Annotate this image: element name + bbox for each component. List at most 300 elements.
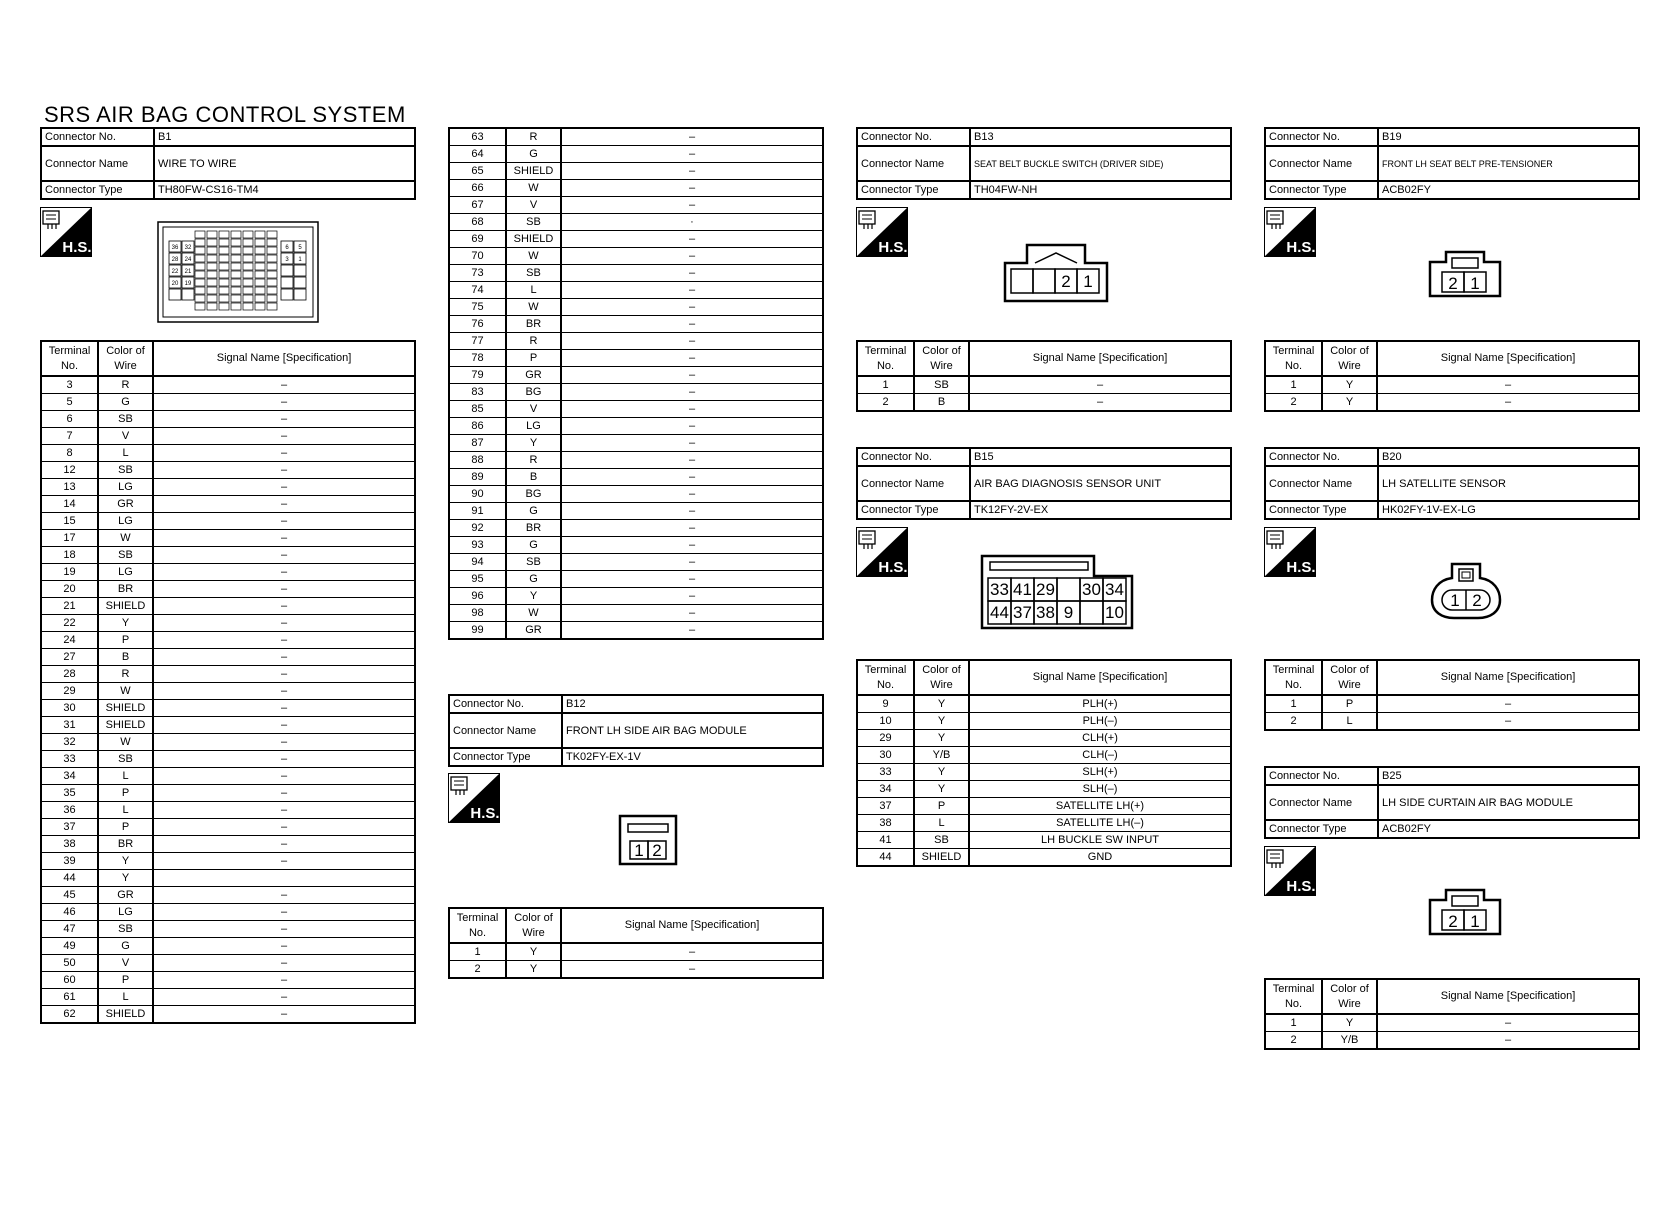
wire-color: Y: [506, 943, 561, 961]
table-row: [449, 943, 823, 961]
signal-name-header: Signal Name [Specification]: [969, 341, 1231, 376]
wire-color: R: [506, 333, 561, 350]
wire-color: Y: [506, 588, 561, 605]
wire-color: P: [98, 785, 153, 802]
signal-name: SATELLITE LH(–): [969, 815, 1231, 832]
signal-name-header: Signal Name [Specification]: [1377, 660, 1639, 695]
table-row: [449, 231, 823, 248]
wire-color: Y: [914, 713, 969, 730]
signal-name: –: [561, 231, 823, 248]
terminal-no: 1: [449, 943, 506, 961]
signal-name: –: [1377, 713, 1639, 731]
wire-color: BR: [506, 520, 561, 537]
terminal-no: 24: [41, 632, 98, 649]
signal-name: –: [153, 734, 415, 751]
table-row: [41, 717, 415, 734]
terminal-no: 31: [41, 717, 98, 734]
signal-name: –: [561, 435, 823, 452]
table-row: [1265, 394, 1639, 412]
terminal-no: 76: [449, 316, 506, 333]
b20-terminal-table: [1264, 659, 1640, 731]
terminal-no: 1: [857, 376, 914, 394]
signal-name: –: [561, 299, 823, 316]
b13-connector-no: B13: [970, 128, 1231, 146]
wire-color: G: [506, 537, 561, 554]
terminal-no: 67: [449, 197, 506, 214]
terminal-no: 83: [449, 384, 506, 401]
terminal-no: 63: [449, 128, 506, 146]
label-connector-no: Connector No.: [857, 128, 970, 146]
signal-name: –: [153, 649, 415, 666]
table-row: [449, 350, 823, 367]
signal-name: –: [153, 904, 415, 921]
signal-name: –: [153, 615, 415, 632]
terminal-no: 14: [41, 496, 98, 513]
b15-pin: 10: [1105, 603, 1124, 622]
b15-connector-type: TK12FY-2V-EX: [970, 501, 1231, 519]
terminal-no: 15: [41, 513, 98, 530]
wire-color: BR: [98, 836, 153, 853]
wire-color: SB: [98, 547, 153, 564]
table-row: [449, 248, 823, 265]
terminal-no: 44: [41, 870, 98, 887]
signal-name: CLH(+): [969, 730, 1231, 747]
terminal-no: 87: [449, 435, 506, 452]
terminal-no: 95: [449, 571, 506, 588]
terminal-no: 37: [857, 798, 914, 815]
wire-color: BR: [506, 316, 561, 333]
b12-connector-type: TK02FY-EX-1V: [562, 748, 823, 766]
table-row: [857, 815, 1231, 832]
terminal-no: 94: [449, 554, 506, 571]
table-row: [449, 128, 823, 146]
wire-color: Y/B: [914, 747, 969, 764]
b15-terminal-table: [856, 659, 1232, 867]
table-row: [41, 938, 415, 955]
wire-color-header: Color of Wire: [1322, 660, 1377, 695]
table-row: [857, 695, 1231, 713]
table-row: [41, 870, 415, 887]
table-row: [41, 955, 415, 972]
signal-name-header: Signal Name [Specification]: [561, 908, 823, 943]
signal-name: –: [153, 428, 415, 445]
table-row: [449, 571, 823, 588]
signal-name: –: [561, 469, 823, 486]
signal-name: –: [561, 146, 823, 163]
table-row: [857, 376, 1231, 394]
table-row: [1265, 695, 1639, 713]
label-connector-no: Connector No.: [41, 128, 154, 146]
table-row: [449, 418, 823, 435]
b25-connector-name: LH SIDE CURTAIN AIR BAG MODULE: [1378, 785, 1639, 820]
b12-connector-diagram: [618, 814, 680, 868]
signal-name: –: [153, 1006, 415, 1024]
b1-pin-label: 36: [171, 245, 179, 251]
signal-name: –: [1377, 376, 1639, 394]
b19-connector-no: B19: [1378, 128, 1639, 146]
signal-name: –: [153, 513, 415, 530]
wire-color: Y: [1322, 1014, 1377, 1032]
wire-color: L: [98, 768, 153, 785]
wire-color: W: [98, 734, 153, 751]
signal-name: SLH(–): [969, 781, 1231, 798]
label-connector-no: Connector No.: [449, 695, 562, 713]
table-row: [41, 666, 415, 683]
signal-name: –: [153, 921, 415, 938]
b20-connector-no: B20: [1378, 448, 1639, 466]
signal-name: –: [153, 564, 415, 581]
wire-color: Y/B: [1322, 1032, 1377, 1050]
table-row: [41, 547, 415, 564]
terminal-no: 38: [857, 815, 914, 832]
terminal-no: 96: [449, 588, 506, 605]
signal-name: –: [969, 376, 1231, 394]
signal-name: –: [561, 384, 823, 401]
wire-color: W: [506, 299, 561, 316]
signal-name-header: Signal Name [Specification]: [1377, 341, 1639, 376]
terminal-no: 78: [449, 350, 506, 367]
wire-color: P: [914, 798, 969, 815]
terminal-no: 93: [449, 537, 506, 554]
signal-name: –: [153, 938, 415, 955]
table-row: [41, 853, 415, 870]
wire-color: G: [98, 938, 153, 955]
table-row: [41, 581, 415, 598]
terminal-no: 91: [449, 503, 506, 520]
table-row: [41, 598, 415, 615]
signal-name: –: [153, 700, 415, 717]
b15-pin: 34: [1105, 580, 1124, 599]
wire-color-header: Color of Wire: [914, 660, 969, 695]
signal-name: [153, 870, 415, 887]
label-connector-type: Connector Type: [41, 181, 154, 199]
b15-connector-no: B15: [970, 448, 1231, 466]
table-row: [449, 401, 823, 418]
signal-name: –: [153, 581, 415, 598]
table-row: [41, 1006, 415, 1024]
signal-name: –: [153, 479, 415, 496]
terminal-no: 9: [857, 695, 914, 713]
terminal-no: 89: [449, 469, 506, 486]
b13-connector-diagram: [1003, 243, 1113, 303]
connector-b1-info: [40, 127, 416, 200]
b12-pin-1: 1: [634, 841, 644, 860]
table-row: [41, 649, 415, 666]
table-row: [41, 479, 415, 496]
wire-color: G: [506, 503, 561, 520]
wire-color: LG: [98, 564, 153, 581]
b25-pin-2: 2: [1448, 912, 1458, 931]
hs-label: H.S.: [1286, 239, 1316, 256]
signal-name: LH BUCKLE SW INPUT: [969, 832, 1231, 849]
b15-pin: 41: [1013, 580, 1032, 599]
wire-color: V: [98, 955, 153, 972]
signal-name: –: [1377, 1032, 1639, 1050]
label-connector-no: Connector No.: [1265, 128, 1378, 146]
b12-pin-2: 2: [652, 841, 662, 860]
table-row: [41, 836, 415, 853]
signal-name: –: [561, 282, 823, 299]
wire-color: V: [98, 428, 153, 445]
label-connector-name: Connector Name: [449, 713, 562, 748]
table-row: [857, 713, 1231, 730]
table-row: [449, 486, 823, 503]
terminal-no: 30: [857, 747, 914, 764]
wire-color: GR: [506, 367, 561, 384]
terminal-no: 17: [41, 530, 98, 547]
terminal-no: 1: [1265, 1014, 1322, 1032]
signal-name: –: [561, 486, 823, 503]
wire-color-header: Color of Wire: [98, 341, 153, 376]
terminal-no: 79: [449, 367, 506, 384]
b15-pin: 30: [1082, 580, 1101, 599]
wire-color: L: [98, 445, 153, 462]
signal-name: –: [561, 537, 823, 554]
table-row: [449, 197, 823, 214]
wire-color: P: [1322, 695, 1377, 713]
b1-pin-label: 6: [285, 245, 289, 251]
wire-color: LG: [98, 479, 153, 496]
wire-color: L: [914, 815, 969, 832]
signal-name: –: [1377, 394, 1639, 412]
wire-color: R: [98, 376, 153, 394]
table-row: [41, 904, 415, 921]
terminal-no-header: Terminal No.: [1265, 341, 1322, 376]
signal-name: –: [153, 972, 415, 989]
terminal-no: 34: [41, 768, 98, 785]
terminal-no: 45: [41, 887, 98, 904]
b13-pin-1: 1: [1083, 272, 1093, 291]
terminal-no-header: Terminal No.: [857, 341, 914, 376]
table-row: [449, 520, 823, 537]
wire-color: SHIELD: [98, 1006, 153, 1024]
terminal-no: 90: [449, 486, 506, 503]
label-connector-no: Connector No.: [1265, 448, 1378, 466]
wire-color: SB: [914, 376, 969, 394]
signal-name: –: [561, 180, 823, 197]
connector-b15-info: [856, 447, 1232, 520]
table-row: [41, 445, 415, 462]
signal-name: –: [561, 265, 823, 282]
terminal-no: 33: [857, 764, 914, 781]
table-row: [41, 734, 415, 751]
b15-connector-name: AIR BAG DIAGNOSIS SENSOR UNIT: [970, 466, 1231, 501]
table-row: [449, 452, 823, 469]
label-connector-name: Connector Name: [1265, 466, 1378, 501]
wire-color: SB: [98, 411, 153, 428]
table-row: [41, 819, 415, 836]
table-row: [41, 530, 415, 547]
terminal-no: 2: [449, 961, 506, 979]
terminal-no-header: Terminal No.: [41, 341, 98, 376]
wire-color: GR: [506, 622, 561, 640]
terminal-no: 88: [449, 452, 506, 469]
connector-b25-info: [1264, 766, 1640, 839]
terminal-no: 2: [1265, 1032, 1322, 1050]
terminal-no: 27: [41, 649, 98, 666]
wire-color: Y: [1322, 394, 1377, 412]
signal-name: –: [153, 955, 415, 972]
terminal-no: 33: [41, 751, 98, 768]
signal-name: –: [153, 666, 415, 683]
table-row: [449, 265, 823, 282]
table-row: [41, 972, 415, 989]
wire-color: SB: [506, 265, 561, 282]
table-row: [41, 394, 415, 411]
table-row: [857, 832, 1231, 849]
table-row: [41, 428, 415, 445]
b1-pin-label: 22: [171, 269, 179, 275]
b1-pin-label: 20: [171, 281, 179, 287]
table-row: [41, 802, 415, 819]
signal-name: –: [561, 248, 823, 265]
signal-name: –: [153, 598, 415, 615]
b25-connector-diagram: [1428, 888, 1504, 936]
table-row: [1265, 376, 1639, 394]
table-row: [449, 214, 823, 231]
wire-color: Y: [914, 695, 969, 713]
b19-connector-diagram: [1428, 250, 1504, 298]
terminal-no: 39: [41, 853, 98, 870]
table-row: [41, 632, 415, 649]
b12-connector-name: FRONT LH SIDE AIR BAG MODULE: [562, 713, 823, 748]
table-row: [449, 961, 823, 979]
terminal-no: 29: [41, 683, 98, 700]
signal-name: –: [561, 401, 823, 418]
connector-b20-info: [1264, 447, 1640, 520]
table-row: [41, 989, 415, 1006]
table-row: [857, 764, 1231, 781]
table-row: [41, 751, 415, 768]
b25-connector-type: ACB02FY: [1378, 820, 1639, 838]
signal-name: –: [153, 683, 415, 700]
hs-connector-icon: [856, 207, 908, 257]
signal-name-header: Signal Name [Specification]: [969, 660, 1231, 695]
table-row: [857, 849, 1231, 867]
signal-name-header: Signal Name [Specification]: [153, 341, 415, 376]
table-row: [1265, 1014, 1639, 1032]
signal-name: –: [561, 588, 823, 605]
wire-color-header: Color of Wire: [506, 908, 561, 943]
hs-label: H.S.: [878, 559, 908, 576]
signal-name: –: [561, 316, 823, 333]
wire-color: W: [98, 683, 153, 700]
connector-b13-info: [856, 127, 1232, 200]
wire-color: Y: [506, 961, 561, 979]
hs-connector-icon: [856, 527, 908, 577]
terminal-no: 68: [449, 214, 506, 231]
signal-name: –: [153, 394, 415, 411]
wire-color: R: [506, 128, 561, 146]
label-connector-type: Connector Type: [449, 748, 562, 766]
signal-name: –: [153, 751, 415, 768]
label-connector-type: Connector Type: [1265, 820, 1378, 838]
signal-name: CLH(–): [969, 747, 1231, 764]
hs-label: H.S.: [62, 239, 92, 256]
terminal-no: 18: [41, 547, 98, 564]
terminal-no: 74: [449, 282, 506, 299]
wire-color: Y: [914, 781, 969, 798]
wire-color: B: [98, 649, 153, 666]
b15-pin: 33: [990, 580, 1009, 599]
wire-color: R: [98, 666, 153, 683]
label-connector-type: Connector Type: [1265, 501, 1378, 519]
label-connector-type: Connector Type: [857, 501, 970, 519]
terminal-no: 34: [857, 781, 914, 798]
b19-connector-name: FRONT LH SEAT BELT PRE-TENSIONER: [1378, 146, 1639, 181]
table-row: [41, 921, 415, 938]
wire-color: P: [98, 632, 153, 649]
wire-color: GR: [98, 496, 153, 513]
wire-color: Y: [506, 435, 561, 452]
table-row: [1265, 1032, 1639, 1050]
terminal-no: 46: [41, 904, 98, 921]
terminal-no: 98: [449, 605, 506, 622]
b1-connector-diagram: [157, 221, 321, 324]
wire-color: Y: [914, 730, 969, 747]
wire-color: SHIELD: [914, 849, 969, 867]
wire-color: BG: [506, 384, 561, 401]
wire-color: Y: [98, 853, 153, 870]
signal-name: –: [561, 163, 823, 180]
terminal-no: 49: [41, 938, 98, 955]
wire-color: L: [98, 802, 153, 819]
hs-connector-icon: [448, 773, 500, 823]
terminal-no: 21: [41, 598, 98, 615]
table-row: [857, 394, 1231, 412]
terminal-no: 37: [41, 819, 98, 836]
table-row: [449, 435, 823, 452]
terminal-no: 35: [41, 785, 98, 802]
terminal-no: 7: [41, 428, 98, 445]
b1-pin-label: 24: [184, 257, 192, 263]
table-row: [449, 588, 823, 605]
b20-connector-type: HK02FY-1V-EX-LG: [1378, 501, 1639, 519]
hs-label: H.S.: [1286, 559, 1316, 576]
b13-connector-type: TH04FW-NH: [970, 181, 1231, 199]
table-row: [857, 781, 1231, 798]
b1-pin-label: 3: [285, 257, 289, 263]
signal-name: –: [153, 462, 415, 479]
terminal-no: 50: [41, 955, 98, 972]
table-row: [449, 180, 823, 197]
table-row: [449, 622, 823, 640]
terminal-no: 29: [857, 730, 914, 747]
signal-name: –: [153, 376, 415, 394]
table-row: [41, 615, 415, 632]
b1-connector-type: TH80FW-CS16-TM4: [154, 181, 415, 199]
wire-color: Y: [914, 764, 969, 781]
terminal-no: 3: [41, 376, 98, 394]
table-row: [857, 747, 1231, 764]
signal-name: –: [153, 819, 415, 836]
table-row: [449, 605, 823, 622]
terminal-no: 85: [449, 401, 506, 418]
signal-name: –: [153, 411, 415, 428]
b15-pin: 37: [1013, 603, 1032, 622]
signal-name: –: [153, 547, 415, 564]
label-connector-name: Connector Name: [857, 146, 970, 181]
wire-color: G: [506, 146, 561, 163]
signal-name: –: [153, 802, 415, 819]
signal-name: –: [969, 394, 1231, 412]
wire-color: W: [98, 530, 153, 547]
b13-connector-name: SEAT BELT BUCKLE SWITCH (DRIVER SIDE): [970, 146, 1231, 181]
wire-color: P: [506, 350, 561, 367]
label-connector-no: Connector No.: [857, 448, 970, 466]
table-row: [41, 785, 415, 802]
table-row: [449, 282, 823, 299]
